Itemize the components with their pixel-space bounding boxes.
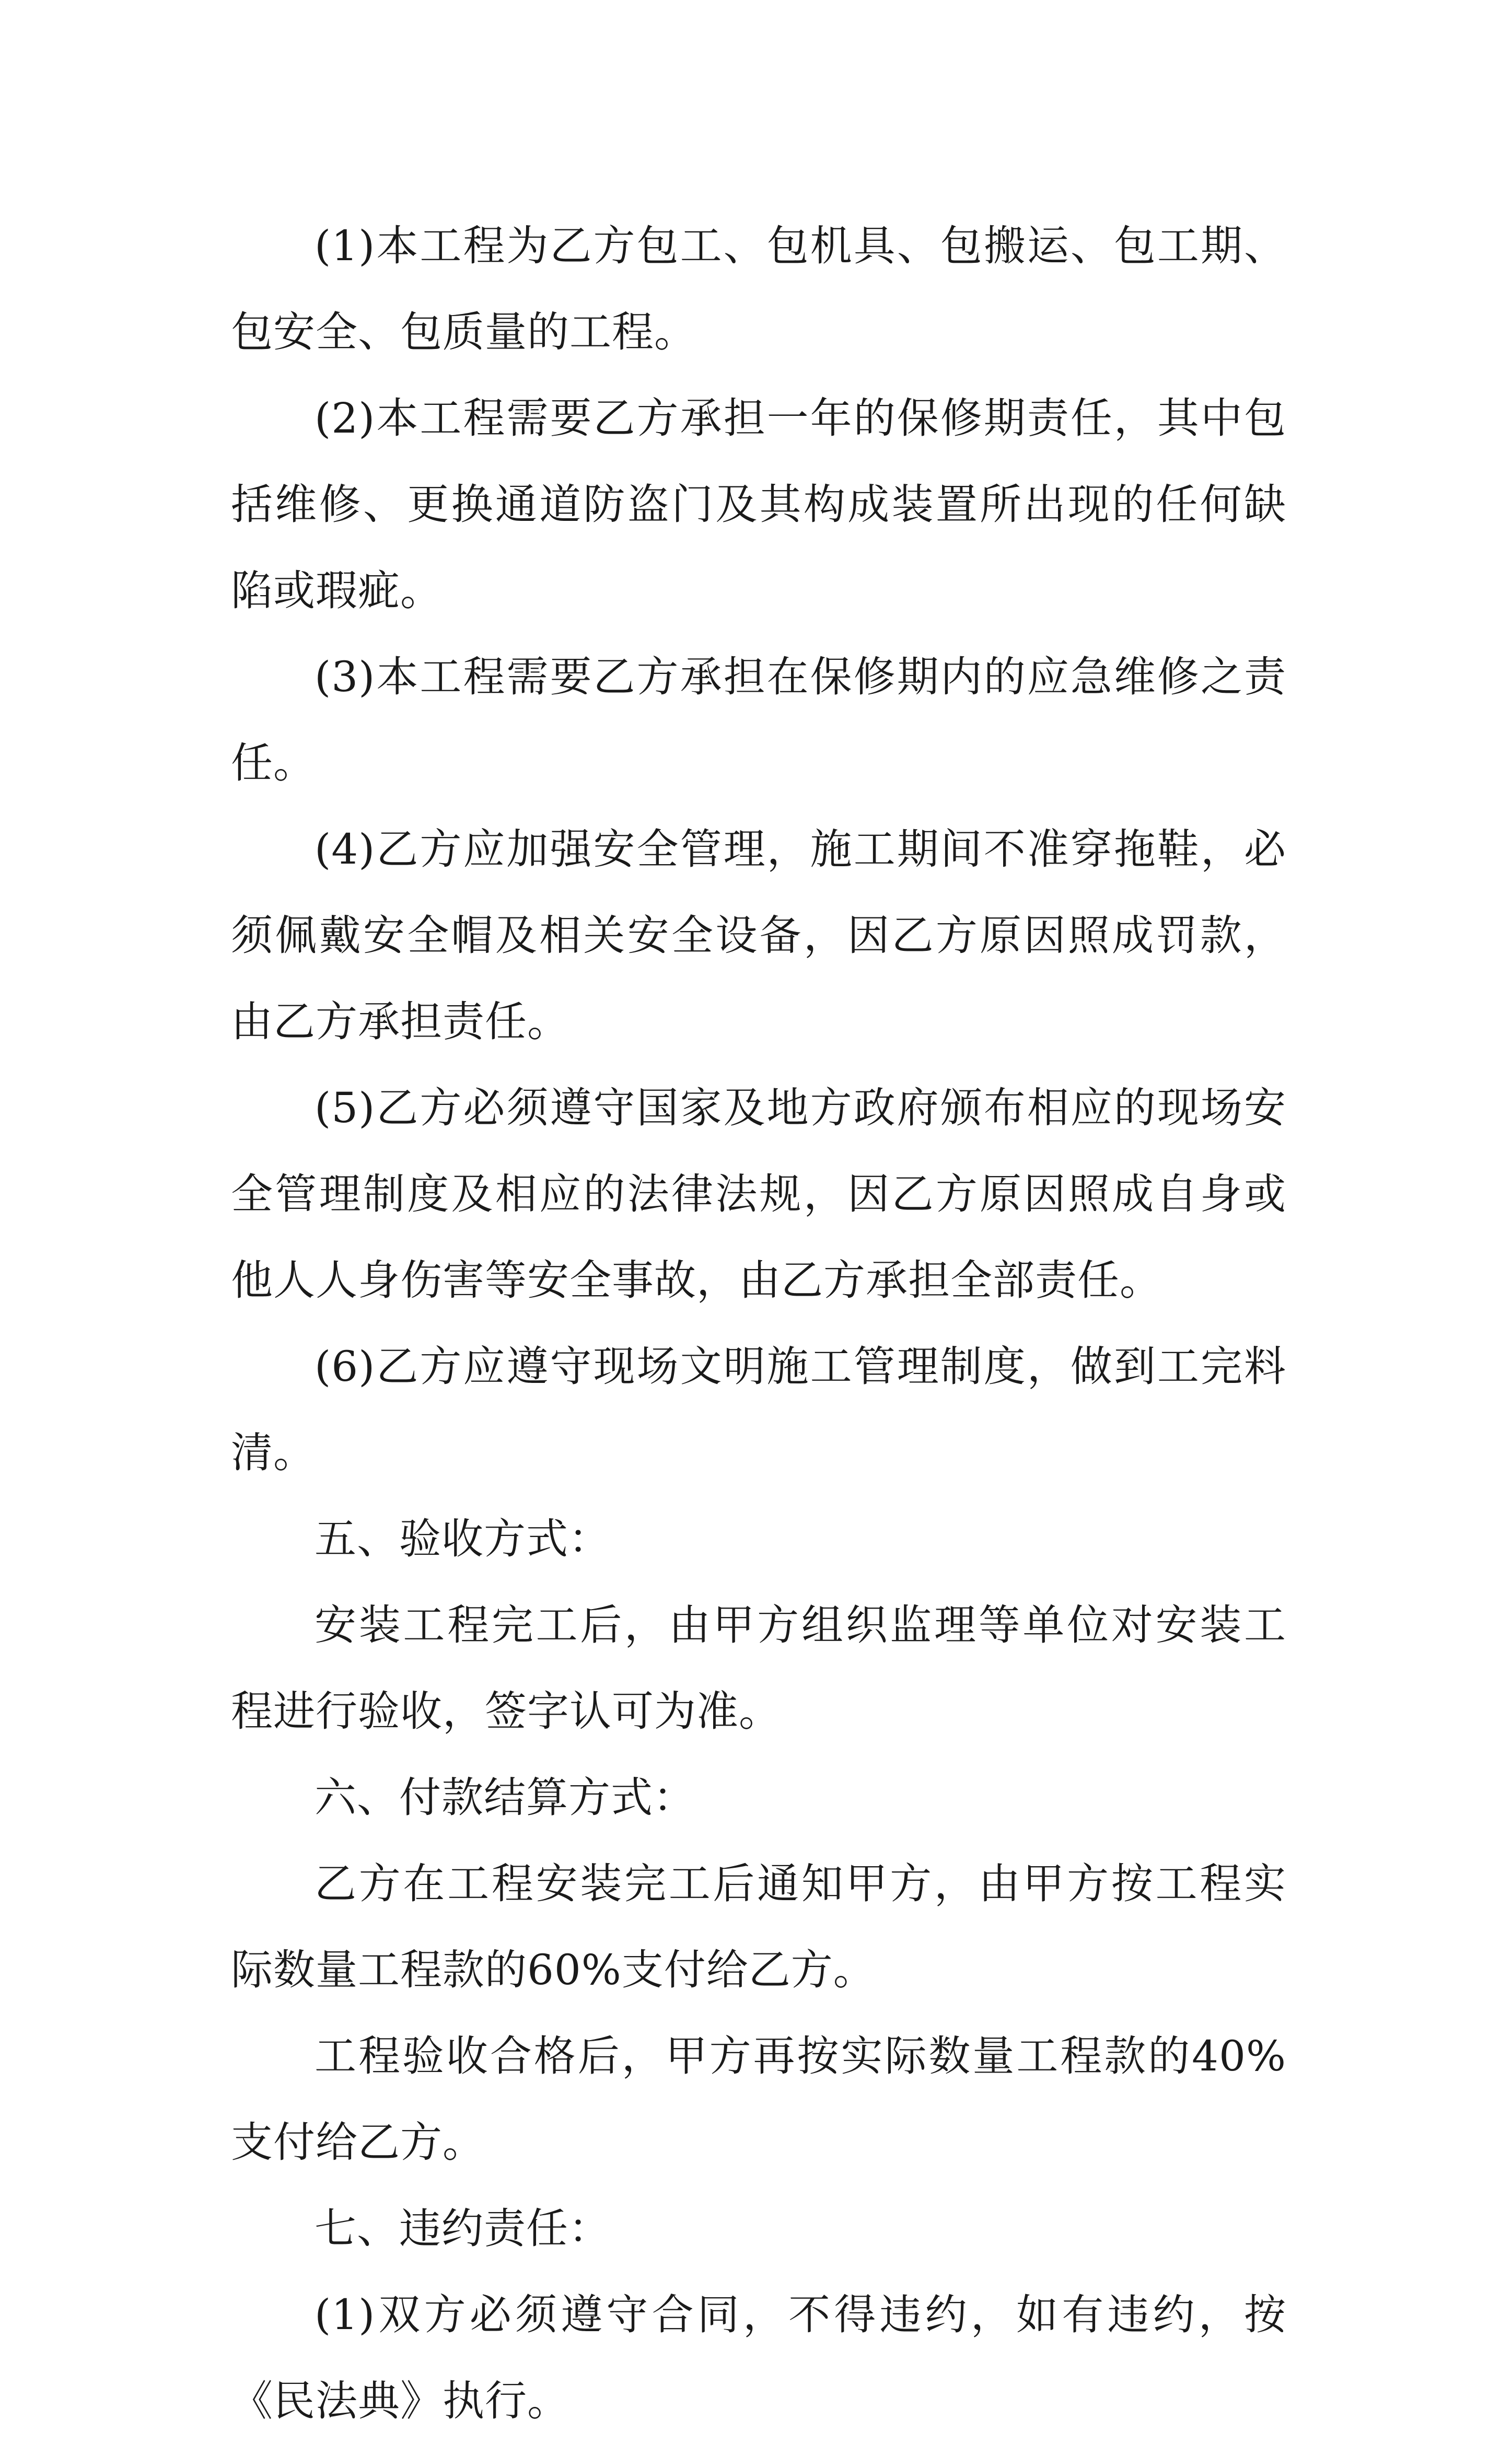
- clause-paragraph: 安装工程完工后，由甲方组织监理等单位对安装工程进行验收，签字认可为准。: [231, 1601, 1286, 1736]
- clause-paragraph: (1)本工程为乙方包工、包机具、包搬运、包工期、包安全、包质量的工程。: [231, 222, 1286, 356]
- clause-paragraph: (4)乙方应加强安全管理，施工期间不准穿拖鞋，必须佩戴安全帽及相关安全设备，因乙方原因照成罚款，由乙方承担责任。: [231, 825, 1286, 1046]
- section-heading: 七、违约责任：: [315, 2204, 611, 2253]
- clause-paragraph: 工程验收合格后，甲方再按实际数量工程款的40%支付给乙方。: [231, 2032, 1286, 2167]
- clause-paragraph: (3)本工程需要乙方承担在保修期内的应急维修之责任。: [231, 653, 1286, 787]
- clause-paragraph: (1)双方必须遵守合同，不得违约，如有违约，按《民法典》执行。: [231, 2290, 1286, 2425]
- clause-paragraph: (5)乙方必须遵守国家及地方政府颁布相应的现场安全管理制度及相应的法律法规，因乙方原因照成自身或他人人身伤害等安全事故，由乙方承担全部责任。: [231, 1084, 1286, 1305]
- clause-paragraph: (6)乙方应遵守现场文明施工管理制度，做到工完料清。: [231, 1342, 1286, 1477]
- section-heading: 五、验收方式：: [315, 1515, 611, 1563]
- clause-paragraph: (2)本工程需要乙方承担一年的保修期责任，其中包括维修、更换通道防盗门及其构成装置所出现的任何缺陷或瑕疵。: [231, 394, 1286, 615]
- clause-paragraph: 乙方在工程安装完工后通知甲方，由甲方按工程实际数量工程款的60%支付给乙方。: [231, 1859, 1286, 1994]
- section-heading: 六、付款结算方式：: [315, 1773, 695, 1822]
- document-body: [231, 203, 1286, 2444]
